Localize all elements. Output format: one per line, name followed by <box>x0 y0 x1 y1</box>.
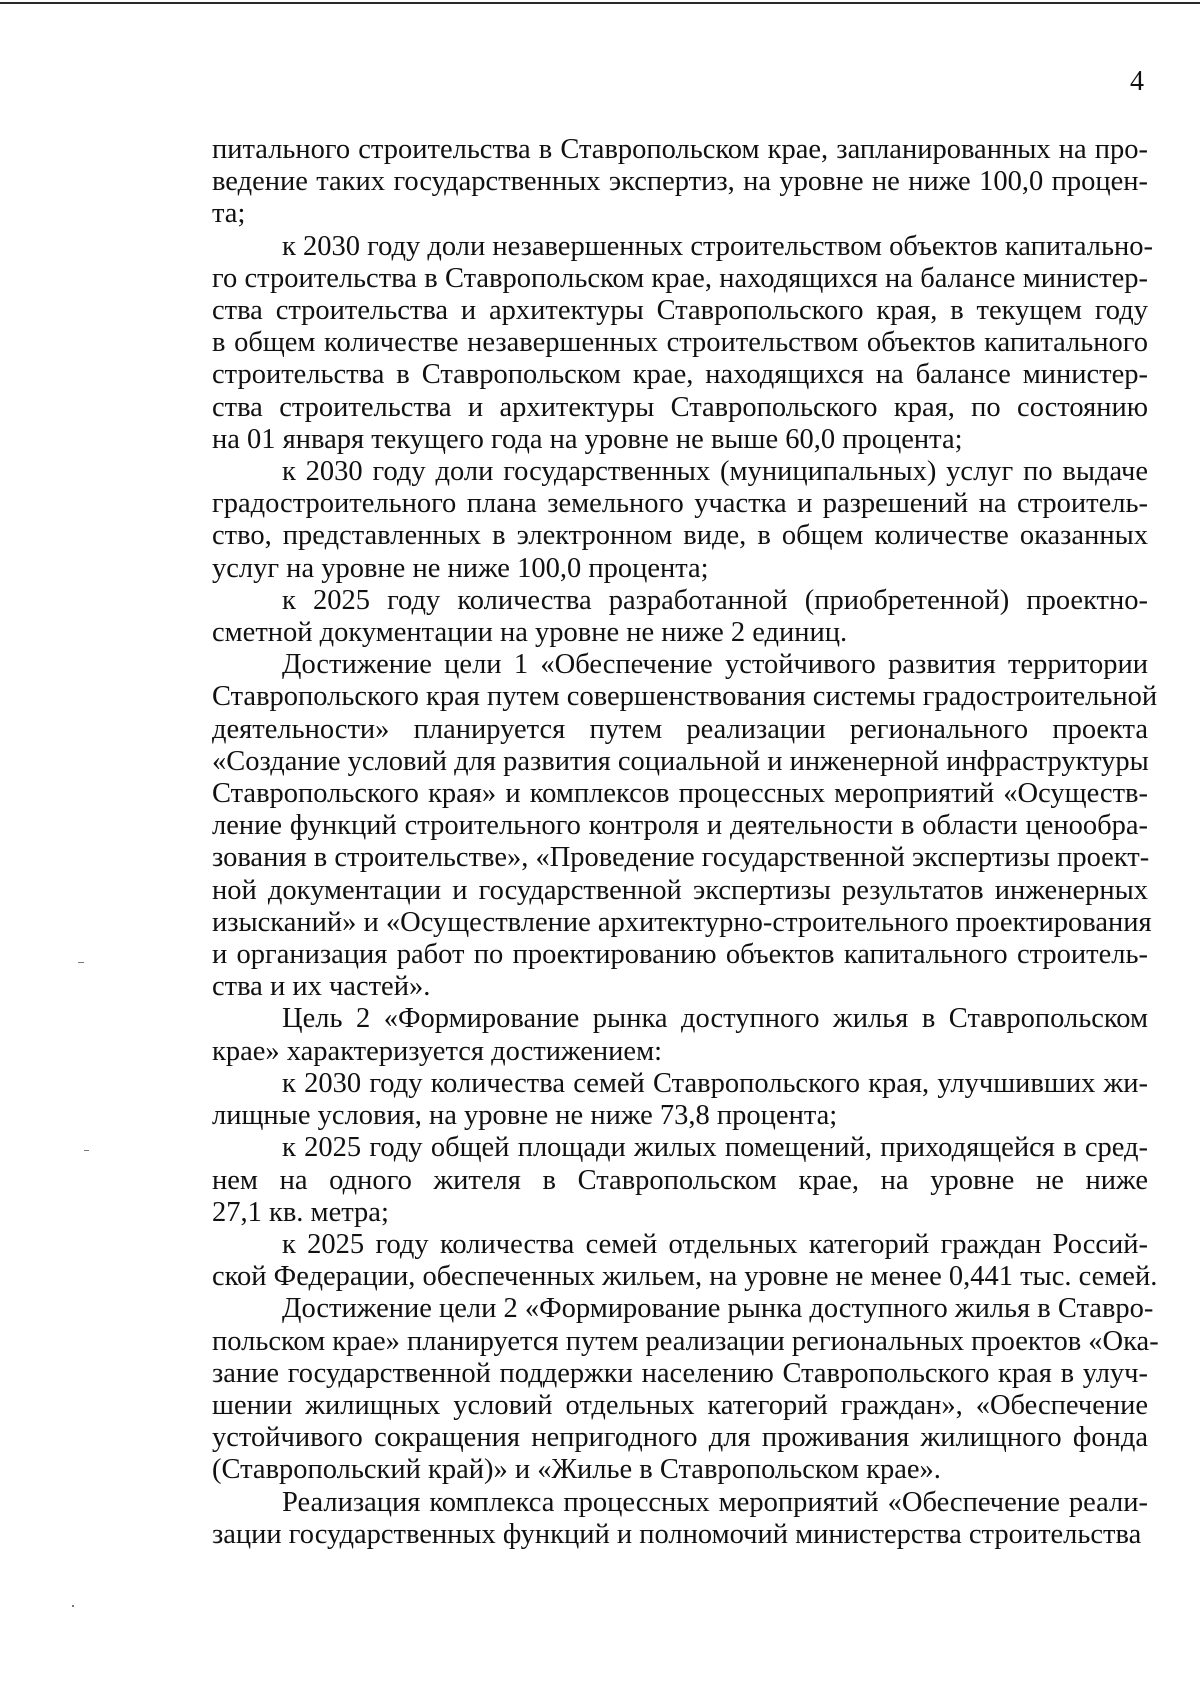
text-line: на 01 января текущего года на уровне не выше 60,0 процента; <box>212 423 963 455</box>
scan-speck <box>72 1605 74 1607</box>
text-line: к 2030 году доли незавершенных строительством объектов капитально- <box>282 230 1154 262</box>
paragraph <box>212 230 1154 456</box>
scan-speck <box>84 1150 89 1151</box>
text-line: к 2025 году количества разработанной (приобретенной) проектно- <box>282 584 1148 616</box>
scan-speck <box>78 962 84 963</box>
text-line: устойчивого сокращения непригодного для проживания жилищного фонда <box>212 1422 1148 1454</box>
text-line: Достижение цели 1 «Обеспечение устойчивого развития территории <box>282 649 1148 681</box>
text-line: зования в строительстве», «Проведение государственной экспертизы проект- <box>212 842 1150 874</box>
text-line: Ставропольского края путем совершенствования системы градостроительной <box>212 681 1158 713</box>
text-line: услуг на уровне не ниже 100,0 процента; <box>212 552 709 584</box>
text-line: «Создание условий для развития социальной и инженерной инфраструктуры <box>212 745 1149 777</box>
text-line: ской Федерации, обеспеченных жильем, на уровне не менее 0,441 тыс. семей. <box>212 1261 1158 1293</box>
paragraph <box>212 1003 1148 1067</box>
text-line: градостроительного плана земельного участка и разрешений на строитель- <box>212 488 1148 520</box>
text-line: к 2025 году количества семей отдельных категорий граждан Россий- <box>282 1228 1148 1260</box>
paragraph <box>212 1228 1158 1293</box>
text-line: к 2025 году общей площади жилых помещений, приходящейся в сред- <box>282 1132 1148 1164</box>
text-line: строительства в Ставропольском крае, находящихся на балансе министер- <box>212 359 1148 391</box>
page-number: 4 <box>1130 66 1144 97</box>
text-line: (Ставропольский край)» и «Жилье в Ставропольском крае». <box>212 1454 941 1486</box>
text-line: ление функций строительного контроля и деятельности в области ценообра- <box>212 810 1148 842</box>
paragraph <box>212 134 1148 231</box>
text-line: нем на одного жителя в Ставропольском крае, на уровне не ниже <box>212 1164 1148 1196</box>
paragraph <box>212 585 1148 649</box>
paragraph <box>212 1487 1148 1551</box>
text-line: ства строительства и архитектуры Ставропольского края, в текущем году <box>212 295 1148 327</box>
text-line: и организация работ по проектированию объектов капитального строитель- <box>212 939 1148 971</box>
text-line: лищные условия, на уровне не ниже 73,8 процента; <box>212 1100 838 1132</box>
text-line: 27,1 кв. метра; <box>212 1196 389 1228</box>
text-line: зации государственных функций и полномочий министерства строительства <box>212 1518 1142 1550</box>
text-line: ства и их частей». <box>212 971 431 1003</box>
paragraph <box>212 1293 1159 1486</box>
text-line: к 2030 году доли государственных (муниципальных) услуг по выдаче <box>282 456 1148 488</box>
text-line: к 2030 году количества семей Ставропольского края, улучшивших жи- <box>282 1067 1148 1099</box>
paragraph <box>212 1132 1148 1229</box>
text-line: та; <box>212 198 246 230</box>
text-line: питального строительства в Ставропольском крае, запланированных на про- <box>212 134 1148 165</box>
text-line: в общем количестве незавершенных строительством объектов капитального <box>212 327 1148 359</box>
text-line: Цель 2 «Формирование рынка доступного жилья в Ставропольском <box>282 1003 1148 1035</box>
document-body <box>212 134 1159 1551</box>
text-line: зание государственной поддержки населению Ставропольского края в улуч- <box>212 1357 1148 1389</box>
scan-edge-line <box>0 2 1200 4</box>
paragraph <box>212 1068 1148 1132</box>
paragraph <box>212 456 1148 585</box>
text-line: го строительства в Ставропольском крае, находящихся на балансе министер- <box>212 262 1148 294</box>
text-line: ведение таких государственных экспертиз, на уровне не ниже 100,0 процен- <box>212 166 1148 198</box>
text-line: Достижение цели 2 «Формирование рынка доступного жилья в Ставро- <box>282 1293 1154 1325</box>
text-line: ной документации и государственной экспертизы результатов инженерных <box>212 874 1148 906</box>
text-line: изысканий» и «Осуществление архитектурно-строительного проектирования <box>212 906 1152 938</box>
text-line: Ставропольского края» и комплексов процессных мероприятий «Осуществ- <box>212 778 1148 810</box>
text-line: сметной документации на уровне не ниже 2 единиц. <box>212 617 848 649</box>
text-line: шении жилищных условий отдельных категорий граждан», «Обеспечение <box>212 1389 1148 1421</box>
text-line: польском крае» планируется путем реализации региональных проектов «Ока- <box>212 1325 1159 1357</box>
text-line: ство, представленных в электронном виде, в общем количестве оказанных <box>212 520 1148 552</box>
text-line: деятельности» планируется путем реализации регионального проекта <box>212 713 1148 745</box>
text-line: ства строительства и архитектуры Ставропольского края, по состоянию <box>212 391 1148 423</box>
paragraph <box>212 649 1158 1003</box>
text-line: крае» характеризуется достижением: <box>212 1035 663 1067</box>
text-line: Реализация комплекса процессных мероприятий «Обеспечение реали- <box>282 1486 1148 1518</box>
